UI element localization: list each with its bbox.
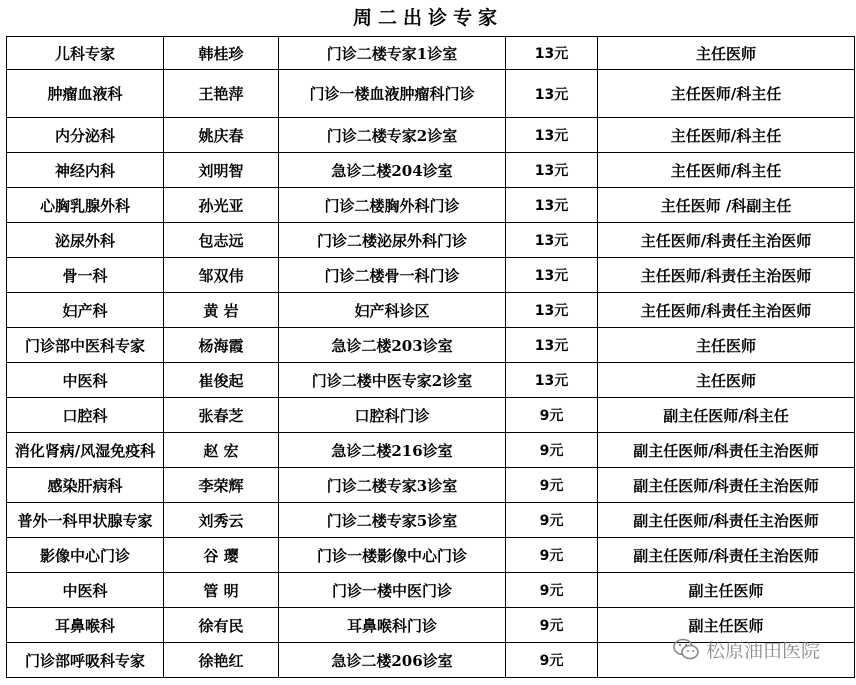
- fee-cell: 13元: [506, 328, 598, 363]
- table-row: [7, 398, 855, 433]
- title-cell: 主任医师/科责任主治医师: [598, 293, 855, 328]
- location-cell: 门诊二楼专家3诊室: [279, 468, 506, 503]
- title-cell: 主任医师/科主任: [598, 118, 855, 153]
- dept-cell: 中医科: [7, 363, 164, 398]
- dept-cell: 消化肾病/风湿免疫科: [7, 433, 164, 468]
- doctor-cell: 谷 璎: [164, 538, 279, 573]
- fee-cell: 13元: [506, 70, 598, 118]
- doctor-cell: 张春芝: [164, 398, 279, 433]
- doctor-cell: 韩桂珍: [164, 37, 279, 70]
- table-row: [7, 118, 855, 153]
- dept-cell: 口腔科: [7, 398, 164, 433]
- table-row: [7, 223, 855, 258]
- location-cell: 门诊二楼胸外科门诊: [279, 188, 506, 223]
- doctor-cell: 姚庆春: [164, 118, 279, 153]
- dept-cell: 妇产科: [7, 293, 164, 328]
- dept-cell: 门诊部呼吸科专家: [7, 643, 164, 678]
- dept-cell: 内分泌科: [7, 118, 164, 153]
- fee-cell: 9元: [506, 433, 598, 468]
- title-cell: 副主任医师/科责任主治医师: [598, 503, 855, 538]
- title-cell: 副主任医师/科责任主治医师: [598, 433, 855, 468]
- table-row: [7, 328, 855, 363]
- location-cell: 门诊二楼骨一科门诊: [279, 258, 506, 293]
- doctor-cell: 刘明智: [164, 153, 279, 188]
- doctor-cell: 王艳萍: [164, 70, 279, 118]
- location-cell: 急诊二楼203诊室: [279, 328, 506, 363]
- table-row: [7, 503, 855, 538]
- fee-cell: 13元: [506, 223, 598, 258]
- doctor-cell: 孙光亚: [164, 188, 279, 223]
- fee-cell: 9元: [506, 608, 598, 643]
- expert-schedule-table: [6, 36, 855, 678]
- fee-cell: 13元: [506, 37, 598, 70]
- location-cell: 门诊一楼血液肿瘤科门诊: [279, 70, 506, 118]
- doctor-cell: 邹双伟: [164, 258, 279, 293]
- title-cell: 副主任医师: [598, 608, 855, 643]
- table-row: [7, 70, 855, 118]
- table-row: [7, 643, 855, 678]
- location-cell: 门诊二楼专家5诊室: [279, 503, 506, 538]
- doctor-cell: 杨海霞: [164, 328, 279, 363]
- location-cell: 耳鼻喉科门诊: [279, 608, 506, 643]
- title-cell: 主任医师: [598, 363, 855, 398]
- location-cell: 门诊二楼泌尿外科门诊: [279, 223, 506, 258]
- table-row: [7, 363, 855, 398]
- location-cell: 口腔科门诊: [279, 398, 506, 433]
- fee-cell: 9元: [506, 503, 598, 538]
- location-cell: 门诊一楼中医门诊: [279, 573, 506, 608]
- dept-cell: 神经内科: [7, 153, 164, 188]
- dept-cell: 心胸乳腺外科: [7, 188, 164, 223]
- table-row: [7, 258, 855, 293]
- table-row: [7, 37, 855, 70]
- table-row: [7, 188, 855, 223]
- title-cell: 主任医师/科主任: [598, 153, 855, 188]
- doctor-cell: 徐艳红: [164, 643, 279, 678]
- title-cell: 主任医师/科主任: [598, 70, 855, 118]
- location-cell: 门诊二楼专家1诊室: [279, 37, 506, 70]
- title-cell: 主任医师/科责任主治医师: [598, 258, 855, 293]
- title-cell: 主任医师/科责任主治医师: [598, 223, 855, 258]
- dept-cell: 儿科专家: [7, 37, 164, 70]
- doctor-cell: 徐有民: [164, 608, 279, 643]
- location-cell: 妇产科诊区: [279, 293, 506, 328]
- fee-cell: 9元: [506, 398, 598, 433]
- location-cell: 门诊二楼中医专家2诊室: [279, 363, 506, 398]
- watermark-text: 松原油田医院: [706, 639, 821, 662]
- doctor-cell: 刘秀云: [164, 503, 279, 538]
- dept-cell: 门诊部中医科专家: [7, 328, 164, 363]
- doctor-cell: 崔俊起: [164, 363, 279, 398]
- dept-cell: 肿瘤血液科: [7, 70, 164, 118]
- dept-cell: 感染肝病科: [7, 468, 164, 503]
- title-cell: [598, 643, 855, 678]
- fee-cell: 13元: [506, 258, 598, 293]
- fee-cell: 13元: [506, 118, 598, 153]
- doctor-cell: 管 明: [164, 573, 279, 608]
- fee-cell: 9元: [506, 468, 598, 503]
- fee-cell: 9元: [506, 643, 598, 678]
- fee-cell: 13元: [506, 363, 598, 398]
- table-row: [7, 573, 855, 608]
- location-cell: 门诊二楼专家2诊室: [279, 118, 506, 153]
- dept-cell: 泌尿外科: [7, 223, 164, 258]
- page-title: 周二出诊专家: [352, 7, 503, 29]
- dept-cell: 耳鼻喉科: [7, 608, 164, 643]
- dept-cell: 骨一科: [7, 258, 164, 293]
- title-cell: 主任医师 /科副主任: [598, 188, 855, 223]
- fee-cell: 13元: [506, 293, 598, 328]
- table-row: [7, 468, 855, 503]
- doctor-cell: 包志远: [164, 223, 279, 258]
- table-row: [7, 608, 855, 643]
- doctor-cell: 李荣辉: [164, 468, 279, 503]
- location-cell: 门诊一楼影像中心门诊: [279, 538, 506, 573]
- fee-cell: 9元: [506, 573, 598, 608]
- dept-cell: 影像中心门诊: [7, 538, 164, 573]
- location-cell: 急诊二楼204诊室: [279, 153, 506, 188]
- title-cell: 副主任医师/科主任: [598, 398, 855, 433]
- title-cell: 副主任医师/科责任主治医师: [598, 538, 855, 573]
- dept-cell: 中医科: [7, 573, 164, 608]
- location-cell: 急诊二楼216诊室: [279, 433, 506, 468]
- dept-cell: 普外一科甲状腺专家: [7, 503, 164, 538]
- table-row: [7, 293, 855, 328]
- title-cell: 主任医师: [598, 37, 855, 70]
- table-row: [7, 538, 855, 573]
- title-cell: 副主任医师: [598, 573, 855, 608]
- fee-cell: 9元: [506, 538, 598, 573]
- title-cell: 主任医师: [598, 328, 855, 363]
- table-row: [7, 153, 855, 188]
- fee-cell: 13元: [506, 188, 598, 223]
- title-cell: 副主任医师/科责任主治医师: [598, 468, 855, 503]
- fee-cell: 13元: [506, 153, 598, 188]
- table-row: [7, 433, 855, 468]
- location-cell: 急诊二楼206诊室: [279, 643, 506, 678]
- doctor-cell: 赵 宏: [164, 433, 279, 468]
- doctor-cell: 黄 岩: [164, 293, 279, 328]
